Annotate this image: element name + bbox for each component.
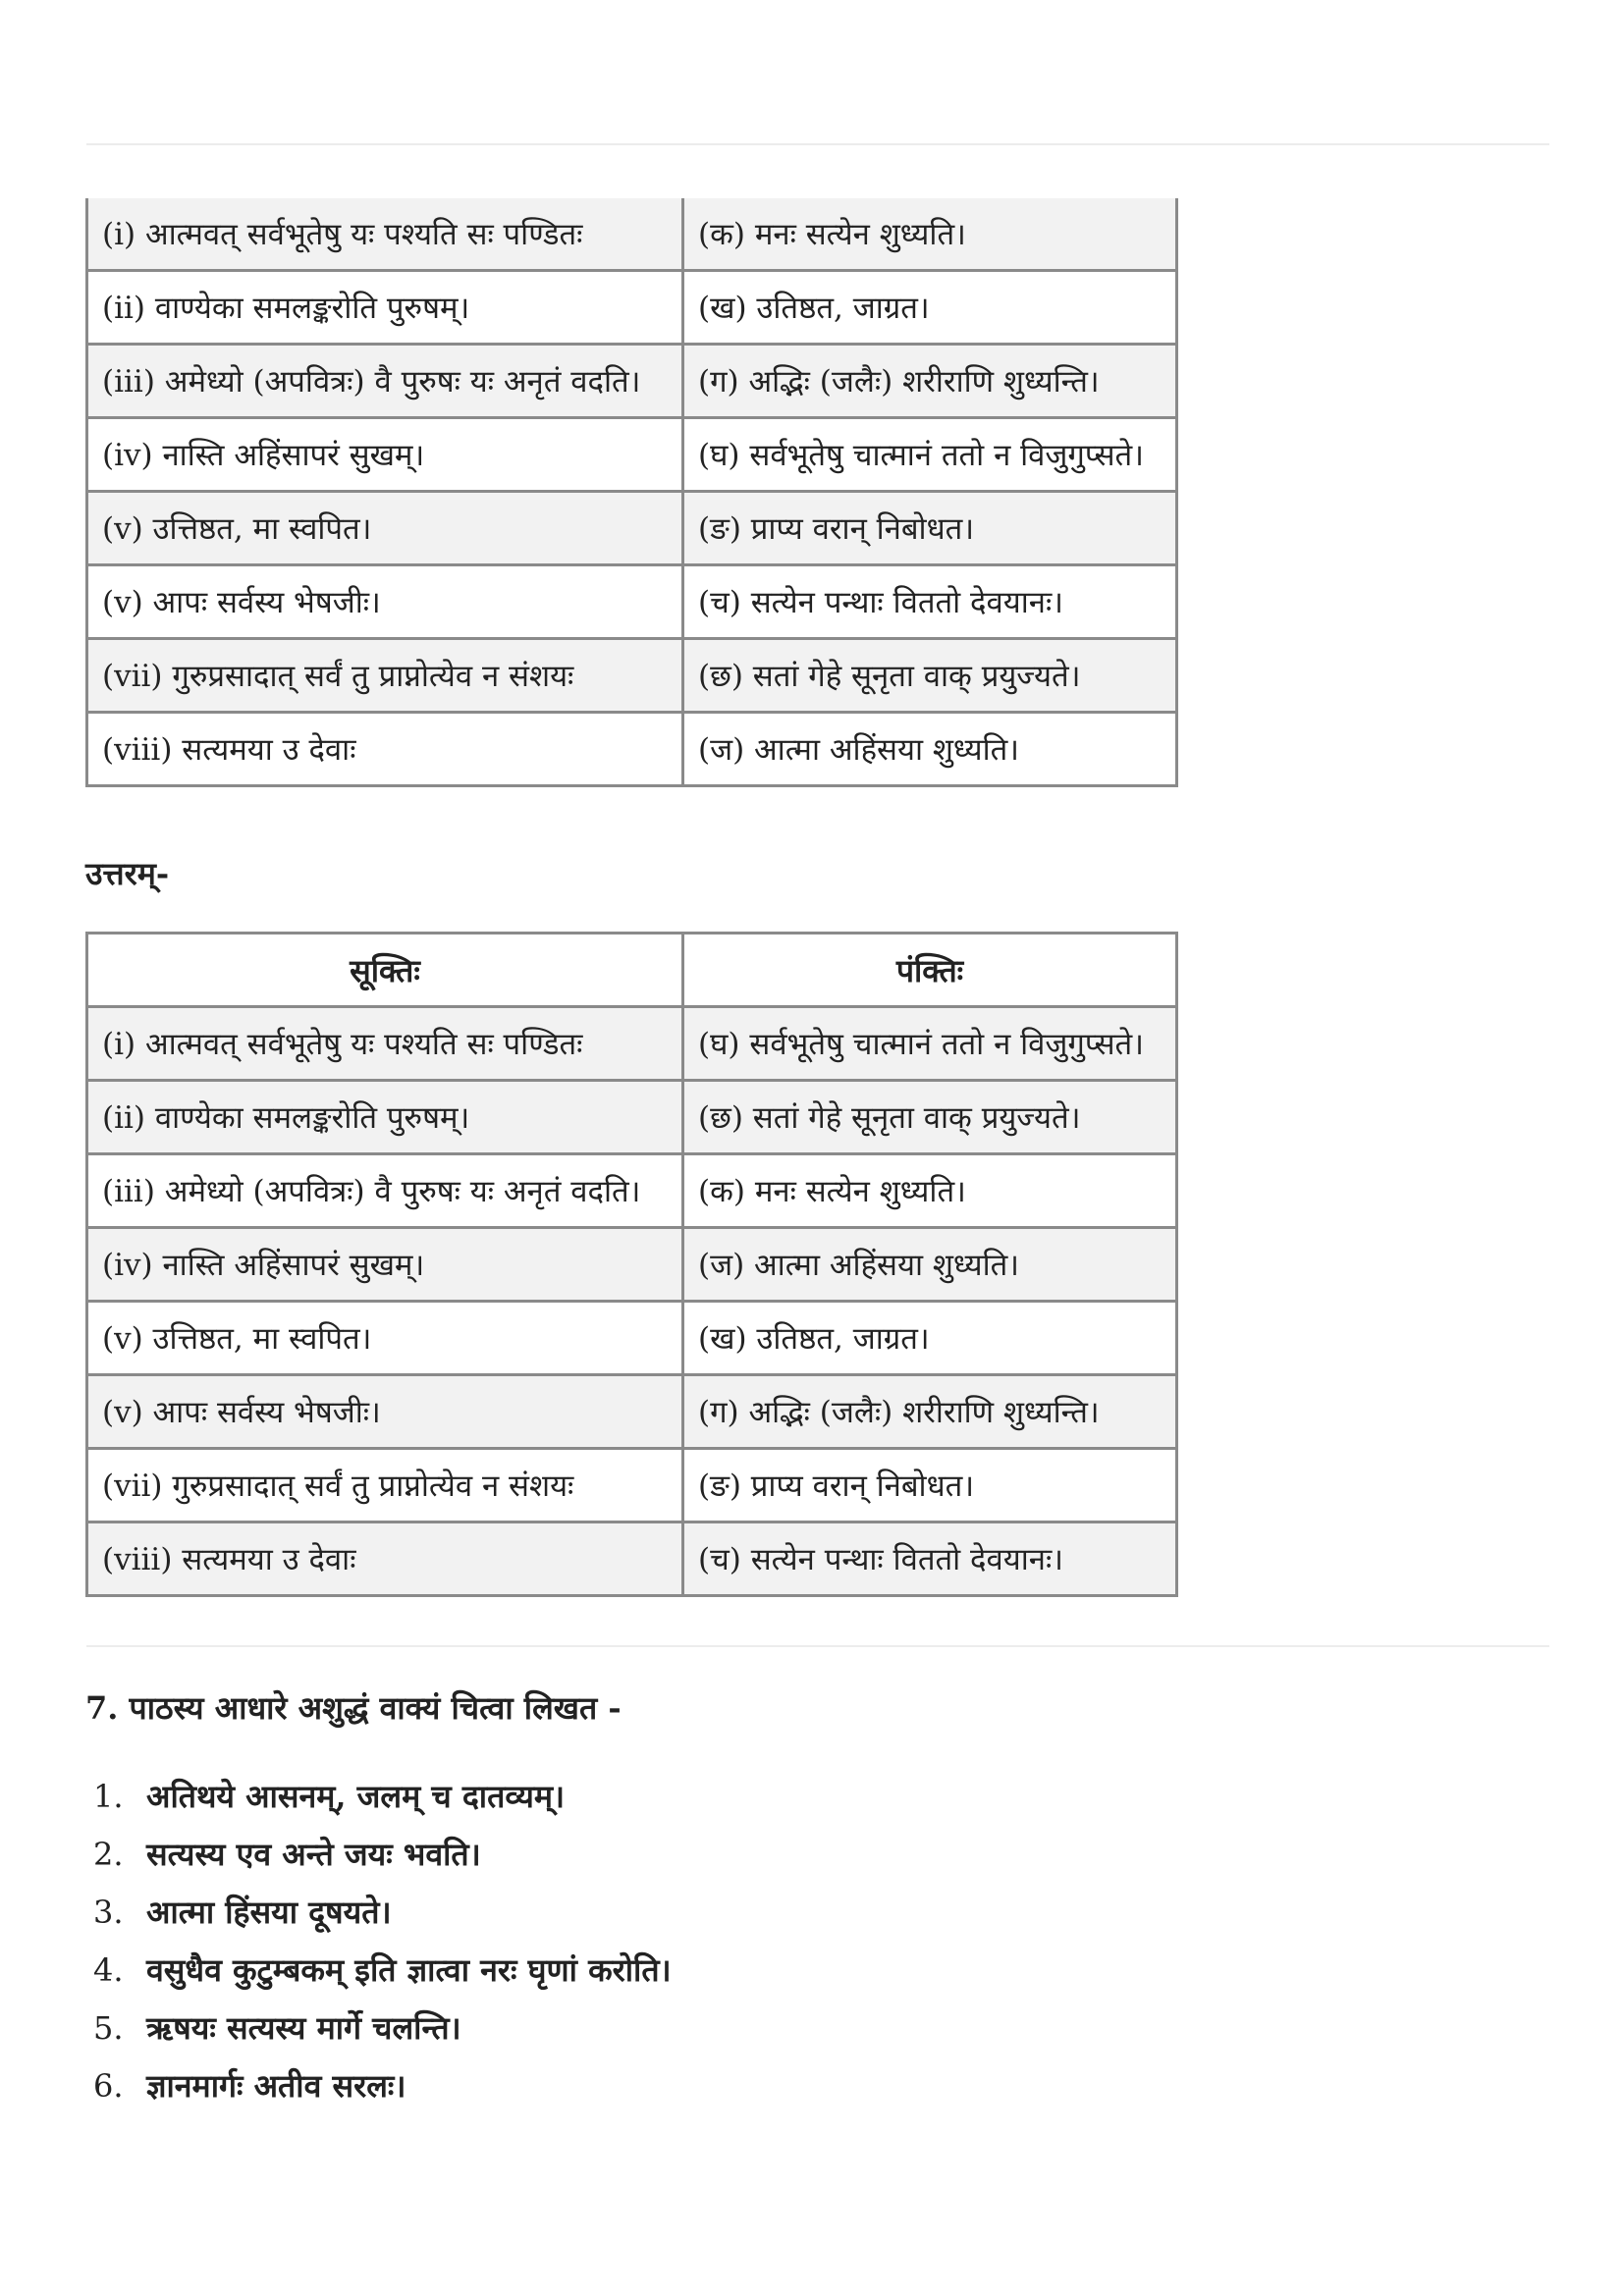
sukti-cell: (v) आपः सर्वस्य भेषजीः। bbox=[87, 565, 683, 639]
sentence-number: 2. bbox=[93, 1835, 124, 1873]
sukti-cell: (v) उत्तिष्ठत, मा स्वपित। bbox=[87, 1302, 683, 1375]
sukti-cell: (viii) सत्यमया उ देवाः bbox=[87, 1522, 683, 1596]
answer-row bbox=[87, 1007, 1177, 1081]
sukti-cell: (v) आपः सर्वस्य भेषजीः। bbox=[87, 1375, 683, 1449]
header-pankti: पंक्तिः bbox=[683, 934, 1177, 1007]
sentence-number: 5. bbox=[93, 2008, 124, 2047]
sukti-cell: (iv) नास्ति अहिंसापरं सुखम्। bbox=[87, 418, 683, 492]
header-sukti: सूक्तिः bbox=[87, 934, 683, 1007]
answer-table bbox=[85, 932, 1178, 1597]
sentence-item bbox=[85, 1999, 672, 2056]
top-divider bbox=[86, 143, 1549, 145]
matching-row bbox=[87, 713, 1177, 786]
sukti-cell: (v) उत्तिष्ठत, मा स्वपित। bbox=[87, 492, 683, 565]
sukti-cell: (iii) अमेध्यो (अपवित्रः) वै पुरुषः यः अनृतं वदति। bbox=[87, 345, 683, 418]
answer-table-header-row bbox=[87, 934, 1177, 1007]
sentence-item bbox=[85, 1825, 672, 1883]
sentence-number: 1. bbox=[93, 1777, 124, 1815]
matching-table bbox=[85, 198, 1178, 787]
sukti-cell: (i) आत्मवत् सर्वभूतेषु यः पश्यति सः पण्डितः bbox=[87, 1007, 683, 1081]
sentence-text: ऋषयः सत्यस्य मार्गे चलन्ति। bbox=[146, 2009, 461, 2047]
sentence-item bbox=[85, 1767, 672, 1825]
pankti-cell: (ग) अद्भिः (जलैः) शरीराणि शुध्यन्ति। bbox=[683, 345, 1177, 418]
pankti-cell: (ङ) प्राप्य वरान् निबोधत। bbox=[683, 492, 1177, 565]
sukti-cell: (vii) गुरुप्रसादात् सर्वं तु प्राप्नोत्येव न संशयः bbox=[87, 1449, 683, 1522]
matching-row bbox=[87, 271, 1177, 345]
section-divider bbox=[86, 1645, 1549, 1647]
sentence-number: 4. bbox=[93, 1950, 124, 1989]
sentence-text: सत्यस्य एव अन्ते जयः भवति। bbox=[146, 1836, 481, 1873]
sentence-text: वसुधैव कुटुम्बकम् इति ज्ञात्वा नरः घृणां करोति। bbox=[146, 1951, 672, 1989]
matching-row bbox=[87, 565, 1177, 639]
pankti-cell: (च) सत्येन पन्थाः विततो देवयानः। bbox=[683, 1522, 1177, 1596]
answer-row bbox=[87, 1228, 1177, 1302]
sukti-cell: (viii) सत्यमया उ देवाः bbox=[87, 713, 683, 786]
answer-row bbox=[87, 1449, 1177, 1522]
answer-row bbox=[87, 1302, 1177, 1375]
sukti-cell: (i) आत्मवत् सर्वभूतेषु यः पश्यति सः पण्डितः bbox=[87, 198, 683, 271]
sukti-cell: (vii) गुरुप्रसादात् सर्वं तु प्राप्नोत्येव न संशयः bbox=[87, 639, 683, 713]
pankti-cell: (घ) सर्वभूतेषु चात्मानं ततो न विजुगुप्सते। bbox=[683, 1007, 1177, 1081]
pankti-cell: (ज) आत्मा अहिंसया शुध्यति। bbox=[683, 713, 1177, 786]
sentence-number: 6. bbox=[93, 2066, 124, 2105]
matching-row bbox=[87, 345, 1177, 418]
pankti-cell: (घ) सर्वभूतेषु चात्मानं ततो न विजुगुप्सते। bbox=[683, 418, 1177, 492]
question-heading: 7. पाठस्य आधारे अशुद्धं वाक्यं चित्वा लिखत - bbox=[85, 1689, 622, 1727]
pankti-cell: (ग) अद्भिः (जलैः) शरीराणि शुध्यन्ति। bbox=[683, 1375, 1177, 1449]
matching-row bbox=[87, 492, 1177, 565]
sentence-text: ज्ञानमार्गः अतीव सरलः। bbox=[146, 2067, 406, 2105]
sentence-number: 3. bbox=[93, 1893, 124, 1931]
answer-row bbox=[87, 1154, 1177, 1228]
answer-label: उत्तरम्- bbox=[85, 855, 170, 892]
matching-row bbox=[87, 198, 1177, 271]
sukti-cell: (ii) वाण्येका समलङ्करोति पुरुषम्। bbox=[87, 1081, 683, 1154]
sentence-text: अतिथये आसनम्, जलम् च दातव्यम्। bbox=[146, 1778, 566, 1815]
pankti-cell: (क) मनः सत्येन शुध्यति। bbox=[683, 198, 1177, 271]
pankti-cell: (ज) आत्मा अहिंसया शुध्यति। bbox=[683, 1228, 1177, 1302]
sentence-item bbox=[85, 2056, 672, 2114]
pankti-cell: (छ) सतां गेहे सूनृता वाक् प्रयुज्यते। bbox=[683, 639, 1177, 713]
answer-row bbox=[87, 1375, 1177, 1449]
pankti-cell: (ङ) प्राप्य वरान् निबोधत। bbox=[683, 1449, 1177, 1522]
sentence-text: आत्मा हिंसया दूषयते। bbox=[146, 1894, 392, 1931]
sukti-cell: (iv) नास्ति अहिंसापरं सुखम्। bbox=[87, 1228, 683, 1302]
sukti-cell: (iii) अमेध्यो (अपवित्रः) वै पुरुषः यः अनृतं वदति। bbox=[87, 1154, 683, 1228]
answer-row bbox=[87, 1081, 1177, 1154]
pankti-cell: (ख) उतिष्ठत, जाग्रत। bbox=[683, 271, 1177, 345]
sentence-item bbox=[85, 1941, 672, 1999]
pankti-cell: (ख) उतिष्ठत, जाग्रत। bbox=[683, 1302, 1177, 1375]
sukti-cell: (ii) वाण्येका समलङ्करोति पुरुषम्। bbox=[87, 271, 683, 345]
answer-row bbox=[87, 1522, 1177, 1596]
pankti-cell: (क) मनः सत्येन शुध्यति। bbox=[683, 1154, 1177, 1228]
pankti-cell: (च) सत्येन पन्थाः विततो देवयानः। bbox=[683, 565, 1177, 639]
matching-row bbox=[87, 639, 1177, 713]
sentence-list bbox=[85, 1767, 672, 2114]
sentence-item bbox=[85, 1883, 672, 1941]
matching-row bbox=[87, 418, 1177, 492]
pankti-cell: (छ) सतां गेहे सूनृता वाक् प्रयुज्यते। bbox=[683, 1081, 1177, 1154]
